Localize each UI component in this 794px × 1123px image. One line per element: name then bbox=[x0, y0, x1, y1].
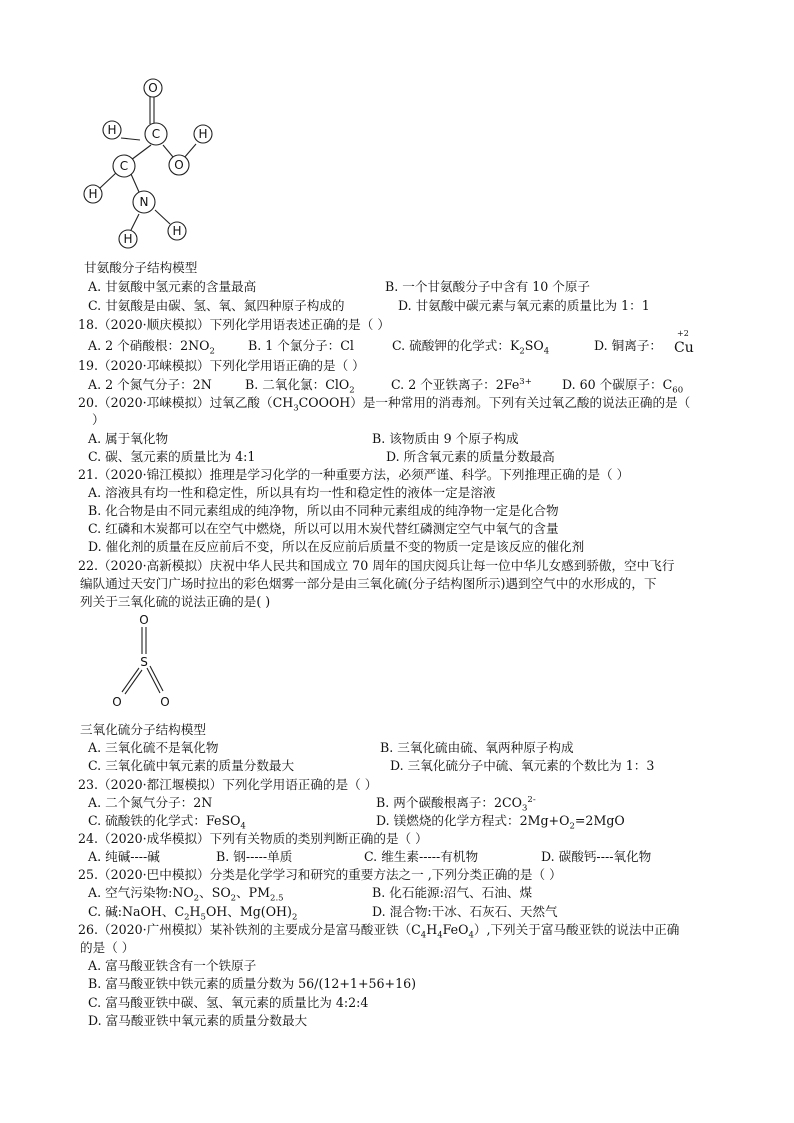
subscript: 2 bbox=[209, 346, 215, 357]
q21-option-d: D. 催化剂的质量在反应前后不变，所以在反应前后质量不变的物质一定是该反应的催化剂 bbox=[88, 539, 585, 554]
subscript: 4 bbox=[240, 821, 246, 832]
q20-option-a: A. 属于氧化物 bbox=[88, 431, 169, 446]
subscript: 2 bbox=[184, 912, 190, 923]
atom-label: C bbox=[119, 159, 129, 173]
q23-option-a: A. 二个氮气分子：2N bbox=[88, 795, 213, 810]
q22-stem-line2: 编队通过天安门广场时拉出的彩色烟雾一部分是由三氧化硫(分子结构图所示)遇到空气中的水形成的，下 bbox=[80, 576, 657, 591]
q19-option-b bbox=[245, 377, 355, 396]
q17-option-b: B. 一个甘氨酸分子中含有 10 个原子 bbox=[385, 279, 591, 294]
sulfur-trioxide-structure-figure bbox=[100, 608, 190, 713]
charge-label: +2 bbox=[677, 329, 689, 338]
q20-stem-continued: ） bbox=[92, 412, 105, 427]
subscript: 4 bbox=[420, 930, 427, 941]
q21-stem: 21.（2020·锦江模拟）推理是学习化学的一种重要方法，必须严谨、科学。下列推理正确的是（ ） bbox=[78, 467, 630, 482]
subscript: 4 bbox=[543, 346, 550, 357]
q22-option-c: C. 三氧化硫中氧元素的质量分数最大 bbox=[88, 758, 295, 773]
q23-option-b bbox=[376, 794, 536, 814]
subscript: 2 bbox=[349, 385, 355, 396]
q23-option-d bbox=[376, 813, 625, 832]
subscript: 2.5 bbox=[270, 893, 284, 904]
q26-option-d: D. 富马酸亚铁中氧元素的质量分数最大 bbox=[88, 1013, 308, 1028]
q19-option-c bbox=[391, 377, 532, 393]
atom-label: H bbox=[123, 232, 133, 246]
option-text: SO bbox=[524, 338, 544, 353]
stem-text: 26.（2020·广州模拟）某补铁剂的主要成分是富马酸亚铁（C bbox=[78, 922, 421, 937]
subscript: 2 bbox=[291, 912, 298, 923]
glycine-structure-figure bbox=[76, 76, 226, 256]
q25-option-d: D. 混合物:干冰、石灰石、天然气 bbox=[372, 904, 558, 919]
option-text: C. 硫酸钾的化学式：K bbox=[392, 338, 520, 353]
q25-option-c bbox=[88, 904, 298, 923]
superscript: 2- bbox=[527, 794, 536, 805]
q25-option-b: B. 化石能源:沼气、石油、煤 bbox=[372, 885, 533, 900]
subscript: 60 bbox=[672, 385, 684, 396]
q26-stem-continued: 的是（ ） bbox=[80, 940, 135, 955]
q25-stem: 25.（2020·巴中模拟）分类是化学学习和研究的重要方法之一 ,下列分类正确的是（ ） bbox=[78, 867, 562, 882]
option-text: C. 2 个亚铁离子：2Fe bbox=[391, 377, 520, 392]
option-text: B. 二氧化氯：ClO bbox=[245, 377, 350, 392]
q26-option-b: B. 富马酸亚铁中铁元素的质量分数为 56/(12+1+56+16) bbox=[88, 976, 417, 991]
q17-option-d: D. 甘氨酸中碳元素与氧元素的质量比为 1：1 bbox=[398, 298, 650, 313]
q22-option-d: D. 三氧化硫分子中硫、氧元素的个数比为 1：3 bbox=[390, 758, 655, 773]
atom-label: O bbox=[139, 613, 149, 627]
q18-option-d: D. 铜离子： bbox=[594, 338, 663, 353]
subscript: 5 bbox=[200, 912, 206, 923]
q22-option-b: B. 三氧化硫由硫、氧两种原子构成 bbox=[380, 740, 574, 755]
atom-label: H bbox=[172, 224, 182, 238]
q18-stem: 18.（2020·顺庆模拟）下列化学用语表述正确的是（ ） bbox=[78, 317, 390, 332]
q26-stem bbox=[78, 922, 680, 941]
q24-option-a: A. 纯碱----碱 bbox=[88, 849, 160, 864]
stem-text: H bbox=[426, 922, 438, 937]
option-text: OH、Mg(OH) bbox=[205, 904, 292, 919]
subscript: 2 bbox=[519, 346, 525, 357]
q20-stem bbox=[78, 395, 691, 414]
element-symbol: Cu bbox=[674, 340, 694, 356]
option-text: C. 硫酸铁的化学式：FeSO bbox=[88, 813, 241, 828]
option-text: =2MgO bbox=[574, 813, 625, 828]
q18-option-c bbox=[392, 338, 550, 357]
option-text: D. 镁燃烧的化学方程式：2Mg+O bbox=[376, 813, 570, 828]
q20-option-b: B. 该物质由 9 个原子构成 bbox=[372, 431, 519, 446]
q18-option-b: B. 1 个氯分子：Cl bbox=[248, 338, 354, 353]
q26-option-c: C. 富马酸亚铁中碳、氢、氧元素的质量比为 4:2:4 bbox=[88, 995, 369, 1010]
q22-stem-line1: 22.（2020·高新模拟）庆祝中华人民共和国成立 70 周年的国庆阅兵让每一位中华儿女感到骄傲，空中飞行 bbox=[78, 558, 675, 573]
subscript: 4 bbox=[437, 930, 443, 941]
atom-label: O bbox=[112, 695, 122, 709]
q26-option-a: A. 富马酸亚铁含有一个铁原子 bbox=[88, 958, 257, 973]
q24-option-c: C. 维生素-----有机物 bbox=[364, 849, 479, 864]
atom-label: S bbox=[140, 655, 148, 669]
atom-label: H bbox=[107, 123, 117, 137]
q20-option-c: C. 碳、氢元素的质量比为 4:1 bbox=[88, 449, 256, 464]
atom-label: O bbox=[160, 695, 170, 709]
q24-stem: 24.（2020·成华模拟）下列有关物质的类别判断正确的是（ ） bbox=[78, 831, 428, 846]
superscript: 3+ bbox=[519, 376, 532, 387]
atom-label: N bbox=[139, 195, 149, 209]
option-text: A. 2 个硝酸根：2NO bbox=[88, 338, 210, 353]
q20-option-d: D. 所含氧元素的质量分数最高 bbox=[386, 449, 555, 464]
option-text: C. 碱:NaOH、C bbox=[88, 904, 185, 919]
q17-option-c: C. 甘氨酸是由碳、氢、氧、氮四种原子构成的 bbox=[88, 298, 345, 313]
q24-option-d: D. 碳酸钙----氧化物 bbox=[541, 849, 652, 864]
option-text: H bbox=[189, 904, 201, 919]
option-text: D. 60 个碳原子：C bbox=[562, 377, 673, 392]
stem-text: COOOH）是一种常用的消毒剂。下列有关过氧乙酸的说法正确的是（ bbox=[298, 395, 691, 410]
option-text: 、PM bbox=[236, 885, 271, 900]
atom-label: C bbox=[151, 127, 161, 141]
subscript: 2 bbox=[230, 893, 237, 904]
q24-option-b: B. 钢-----单质 bbox=[216, 849, 293, 864]
q19-stem: 19.（2020·邛崃模拟）下列化学用语正确的是（ ） bbox=[78, 358, 365, 373]
subscript: 2 bbox=[193, 893, 200, 904]
figure-caption: 三氧化硫分子结构模型 bbox=[80, 722, 206, 737]
q22-option-a: A. 三氧化硫不是氧化物 bbox=[88, 740, 219, 755]
q22-stem-line3: 列关于三氧化硫的说法正确的是( ) bbox=[80, 594, 271, 609]
stem-text: ）,下列关于富马酸亚铁的说法中正确 bbox=[473, 922, 680, 937]
q21-option-c: C. 红磷和木炭都可以在空气中燃烧，所以可以用木炭代替红磷测定空气中氧气的含量 bbox=[88, 521, 559, 536]
option-text: 、SO bbox=[199, 885, 231, 900]
atom-label: O bbox=[174, 158, 184, 172]
q23-option-c bbox=[88, 813, 246, 832]
q21-option-a: A. 溶液具有均一性和稳定性，所以具有均一性和稳定性的液体一定是溶液 bbox=[88, 485, 496, 500]
q23-stem: 23.（2020·都江堰模拟）下列化学用语正确的是（ ） bbox=[78, 777, 378, 792]
option-text: A. 空气污染物:NO bbox=[88, 885, 194, 900]
q19-option-a: A. 2 个氮气分子：2N bbox=[88, 377, 212, 392]
stem-text: 20.（2020·邛崃模拟）过氧乙酸（CH bbox=[78, 395, 294, 410]
atom-label: O bbox=[148, 81, 158, 95]
subscript: 4 bbox=[468, 930, 474, 941]
subscript: 3 bbox=[521, 803, 528, 814]
atom-label: H bbox=[88, 187, 98, 201]
atom-label: H bbox=[198, 127, 208, 141]
q19-option-d bbox=[562, 377, 684, 396]
figure-caption: 甘氨酸分子结构模型 bbox=[84, 260, 198, 275]
q21-option-b: B. 化合物是由不同元素组成的纯净物，所以由不同种元素组成的纯净物一定是化合物 bbox=[88, 503, 559, 518]
q17-option-a: A. 甘氨酸中氢元素的含量最高 bbox=[88, 279, 257, 294]
option-text: B. 两个碳酸根离子：2CO bbox=[376, 795, 522, 810]
q18-option-a bbox=[88, 338, 215, 357]
q25-option-a bbox=[88, 885, 284, 904]
subscript: 2 bbox=[569, 821, 575, 832]
stem-text: FeO bbox=[442, 922, 469, 937]
subscript: 3 bbox=[293, 403, 299, 414]
